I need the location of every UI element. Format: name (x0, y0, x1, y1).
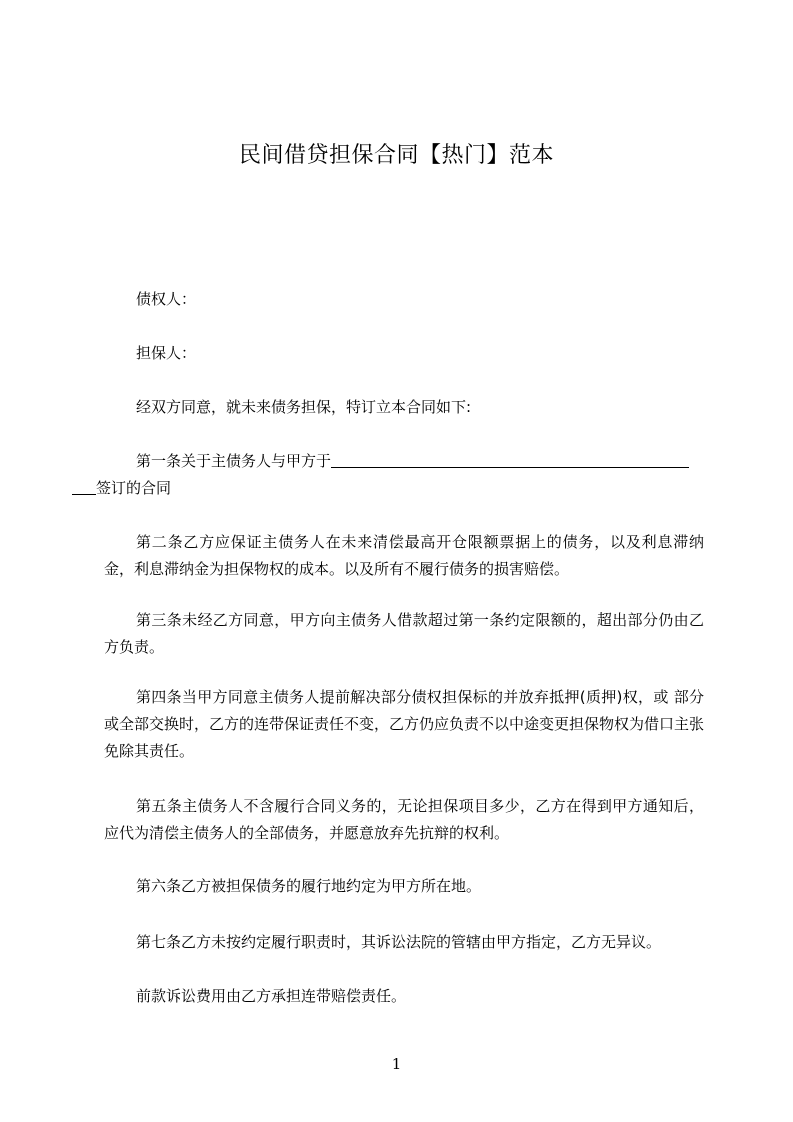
date-blank-line-continued (72, 478, 96, 495)
article-5: 第五条主债务人不含履行合同义务的，无论担保项目多少，乙方在得到甲方通知后，应代为清偿主债务人的全部债务，并愿意放弃先抗辩的权利。 (104, 797, 704, 842)
litigation-costs: 前款诉讼费用由乙方承担连带赔偿责任。 (136, 987, 407, 1005)
article-6: 第六条乙方被担保债务的履行地约定为甲方所在地。 (136, 877, 482, 895)
date-blank-line (331, 451, 689, 468)
guarantor-label: 担保人： (136, 344, 197, 362)
article-7: 第七条乙方未按约定履行职责时，其诉讼法院的管辖由甲方指定，乙方无异议。 (136, 933, 662, 951)
creditor-label: 债权人： (136, 290, 197, 308)
article-1 (96, 448, 704, 502)
document-title: 民间借贷担保合同【热门】范本 (238, 143, 554, 168)
article-4: 第四条当甲方同意主债务人提前解决部分债权担保标的并放弃抵押(质押)权，或 部分或全部交换时，乙方的连带保证责任不变，乙方仍应负责不以中途变更担保物权为借口主张免除其责任。 (104, 688, 705, 760)
article-3: 第三条未经乙方同意，甲方向主债务人借款超过第一条约定限额的，超出部分仍由乙方负责。 (104, 611, 704, 656)
article-2: 第二条乙方应保证主债务人在未来清偿最高开仓限额票据上的债务，以及利息滞纳金，利息滞纳金为担保物权的成本。以及所有不履行债务的损害赔偿。 (104, 533, 704, 578)
article-1-prefix: 第一条关于主债务人与甲方于 (136, 452, 332, 470)
preamble: 经双方同意，就未来债务担保，特订立本合同如下: (136, 398, 472, 416)
page-number: 1 (391, 1055, 402, 1073)
article-1-suffix: 签订的合同 (96, 479, 172, 497)
